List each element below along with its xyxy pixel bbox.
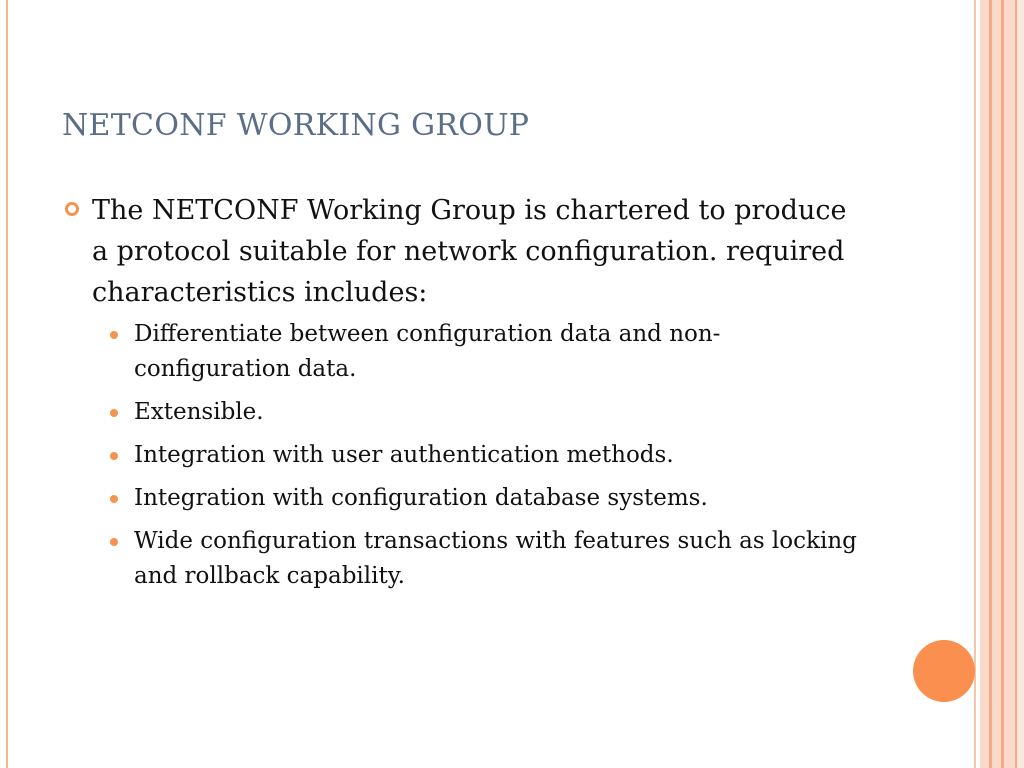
dot-bullet-icon [110, 538, 118, 546]
right-border-stripe [974, 0, 976, 768]
sub-bullet [134, 481, 862, 516]
dot-bullet-icon [110, 331, 118, 339]
decorative-circle-icon [913, 640, 975, 702]
sub-bullet-text: Differentiate between configuration data and non-configuration data. [134, 321, 721, 382]
dot-bullet-icon [110, 452, 118, 460]
sub-bullet [134, 317, 862, 387]
sub-bullet [134, 395, 862, 430]
left-border-line [6, 0, 8, 768]
right-border-stripe [1004, 0, 1015, 768]
slide-title: NETCONF WORKING GROUP [62, 108, 530, 143]
sub-bullet-text: Extensible. [134, 399, 264, 425]
sub-bullet [134, 438, 862, 473]
right-border-stripe [992, 0, 1001, 768]
sub-bullet-list [62, 317, 862, 594]
sub-bullet-text: Integration with user authentication methods. [134, 442, 674, 468]
main-bullet [62, 190, 862, 313]
sub-bullet-text: Wide configuration transactions with features such as locking and rollback capability. [134, 528, 857, 589]
sub-bullet-text: Integration with configuration database systems. [134, 485, 708, 511]
right-border-stripe [980, 0, 989, 768]
dot-bullet-icon [110, 409, 118, 417]
slide-body [62, 190, 862, 602]
main-bullet-text: The NETCONF Working Group is chartered to produce a protocol suitable for network configuration. required characteristics includes: [92, 195, 847, 308]
right-border-stripe [1017, 0, 1024, 768]
dot-bullet-icon [110, 495, 118, 503]
ring-bullet-icon [65, 202, 79, 216]
sub-bullet [134, 524, 862, 594]
